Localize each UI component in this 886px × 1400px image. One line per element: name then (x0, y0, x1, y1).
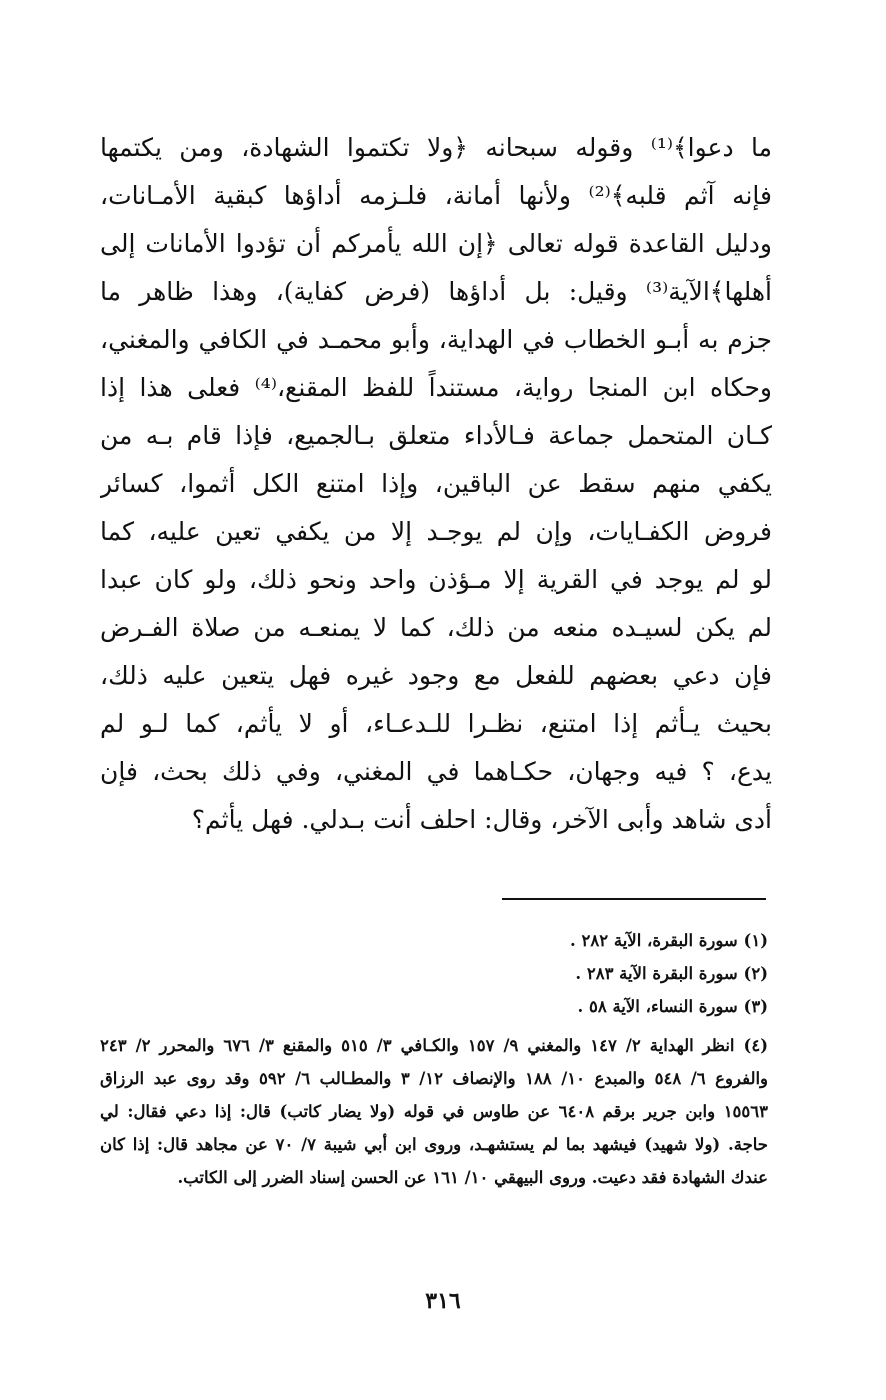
page-number: ٣١٦ (425, 1288, 461, 1314)
body-line: جزم به أبـو الخطاب في الهداية، وأبو محمـد في الكافي والمغني، (100, 325, 772, 354)
body-line: فإن دعي بعضهم للفعل مع وجود غيره فهل يتعين عليه ذلك، (100, 661, 772, 690)
body-line: ودليل القاعدة قوله تعالى ﴿إن الله يأمركم أن تؤدوا الأمانات إلى (100, 229, 772, 258)
footnote-4-line: عندك الشهادة فقد دعيت. وروى البيهقي ١٠/ ١٦١ عن الحسن إسناد الضرر إلى الكاتب. (177, 1168, 768, 1187)
footnote-4-line: ١٥٥٦٣ وابن جرير برقم ٦٤٠٨ عن طاوس في قوله (ولا يضار كاتب) قال: إذا دعي فقال: لي (100, 1102, 768, 1121)
footnote-4-line: (٤) انظر الهداية ٢/ ١٤٧ والمغني ٩/ ١٥٧ والكـافي ٣/ ٥١٥ والمقنع ٣/ ٦٧٦ والمحرر ٢/ ٢٤٣ (100, 1036, 768, 1055)
body-line: فإنه آثم قلبه﴾⁽²⁾ ولأنها أمانة، فلـزمه أداؤها كبقية الأمـانات، (100, 181, 772, 210)
body-line: يكفي منهم سقط عن الباقين، وإذا امتنع الكل أثموا، كسائر (100, 469, 772, 498)
body-line: لو لم يوجد في القرية إلا مـؤذن واحد ونحو ذلك، ولو كان عبدا (100, 565, 772, 594)
body-line: يدع، ؟ فيه وجهان، حكـاهما في المغني، وفي ذلك بحث، فإن (100, 757, 772, 786)
body-line: وحكاه ابن المنجا رواية، مستنداً للفظ المقنع،⁽⁴⁾ فعلى هذا إذا (100, 373, 772, 402)
body-line: بحيث يـأثم إذا امتنع، نظـرا للـدعـاء، أو لا يأثم، كما لـو لم (100, 709, 772, 738)
footnote-2: (٢) سورة البقرة الآية ٢٨٣ . (575, 964, 768, 983)
body-line: أهلها﴾الآية⁽³⁾ وقيل: بل أداؤها (فرض كفاية)، وهذا ظاهر ما (100, 277, 772, 306)
footnote-1: (١) سورة البقرة، الآية ٢٨٢ . (570, 931, 768, 950)
footnotes-block (100, 924, 768, 1194)
footnote-4-line: حاجة. (ولا شهيد) فيشهد بما لم يستشهـد، وروى ابن أبي شيبة ٧/ ٧٠ عن مجاهد قال: إذا كان (100, 1135, 768, 1154)
footnote-separator (502, 898, 766, 900)
body-line: كـان المتحمل جماعة فـالأداء متعلق بـالجميع، فإذا قام بـه من (100, 421, 772, 450)
footnote-4-line: والفروع ٦/ ٥٤٨ والمبدع ١٠/ ١٨٨ والإنصاف ١٢/ ٣ والمطـالب ٦/ ٥٩٢ وقد روى عبد الرزاق (100, 1069, 768, 1088)
body-line: أدى شاهد وأبى الآخر، وقال: احلف أنت بـدلي. فهل يأثم؟ (191, 805, 772, 834)
footnote-3: (٣) سورة النساء، الآية ٥٨ . (577, 997, 768, 1016)
body-line: فروض الكفـايات، وإن لم يوجـد إلا من يكفي تعين عليه، كما (100, 517, 772, 546)
body-line: لم يكن لسيـده منعه من ذلك، كما لا يمنعـه من صلاة الفـرض (100, 613, 772, 642)
main-text-block (100, 124, 772, 844)
body-line: ما دعوا﴾⁽¹⁾ وقوله سبحانه ﴿ولا تكتموا الشهادة، ومن يكتمها (100, 133, 772, 162)
